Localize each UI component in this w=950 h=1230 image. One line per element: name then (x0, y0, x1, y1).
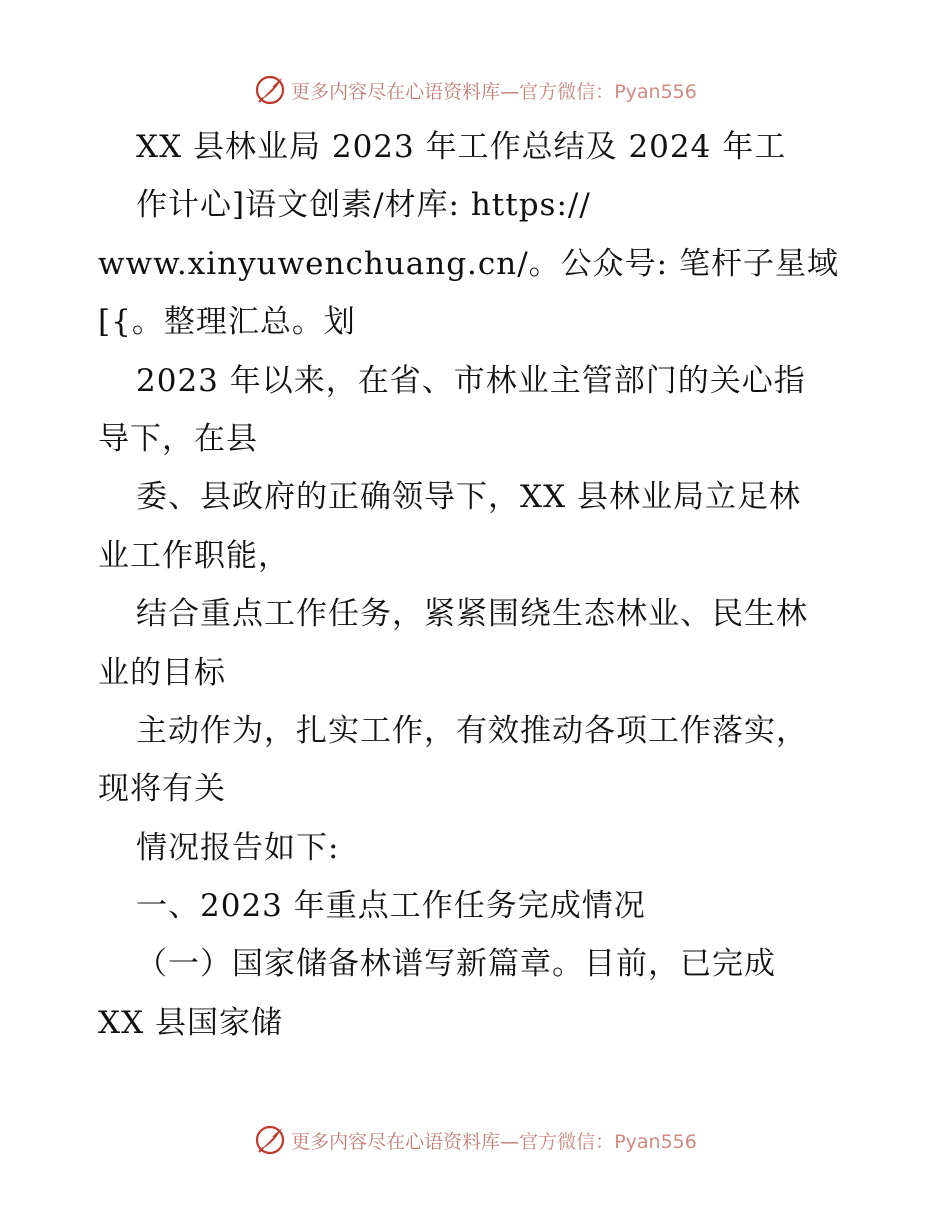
document-line: 2023 年以来，在省、市林业主管部门的关心指 (136, 362, 806, 399)
watermark-wechat-label: 官方微信： (519, 1130, 615, 1153)
watermark-banner-top (0, 70, 950, 110)
document-line: www.xinyuwenchuang.cn/。公众号: 笔杆子星域 (98, 245, 839, 282)
document-line: 业的目标 (98, 654, 226, 691)
watermark-wechat-id: Pyan556 (614, 80, 697, 103)
quill-pen-logo-icon (253, 73, 287, 107)
watermark-wechat-id: Pyan556 (614, 1130, 697, 1153)
document-line: XX 县国家储 (98, 1004, 283, 1041)
document-line: 作计心]语文创素/材库: https:// (136, 187, 591, 224)
document-line: 业工作职能， (98, 537, 290, 574)
watermark-wechat-label: 官方微信： (519, 80, 615, 103)
document-line: 委、县政府的正确领导下，XX 县林业局立足林 (136, 479, 801, 516)
quill-pen-logo-icon (253, 1123, 287, 1157)
document-line: 现将有关 (98, 771, 226, 808)
watermark-separator: — (500, 80, 520, 103)
watermark-site: 更多内容尽在心语资料库 (291, 1130, 501, 1153)
watermark-banner-bottom (0, 1120, 950, 1160)
document-line: 导下，在县 (98, 420, 258, 457)
watermark-text (291, 77, 697, 104)
document-line: 结合重点工作任务，紧紧围绕生态林业、民生林 (136, 596, 808, 633)
document-line: 情况报告如下: (136, 829, 340, 866)
document-line: （一）国家储备林谱写新篇章。目前，已完成 (136, 946, 776, 983)
document-line: 主动作为，扎实工作，有效推动各项工作落实， (136, 712, 808, 749)
document-line: [{。整理汇总。划 (98, 304, 356, 341)
watermark-site: 更多内容尽在心语资料库 (291, 80, 501, 103)
watermark-text (291, 1127, 697, 1154)
document-body (98, 118, 898, 1052)
document-line: XX 县林业局 2023 年工作总结及 2024 年工 (136, 129, 787, 165)
watermark-separator: — (500, 1130, 520, 1153)
document-line: 一、2023 年重点工作任务完成情况 (136, 888, 646, 925)
